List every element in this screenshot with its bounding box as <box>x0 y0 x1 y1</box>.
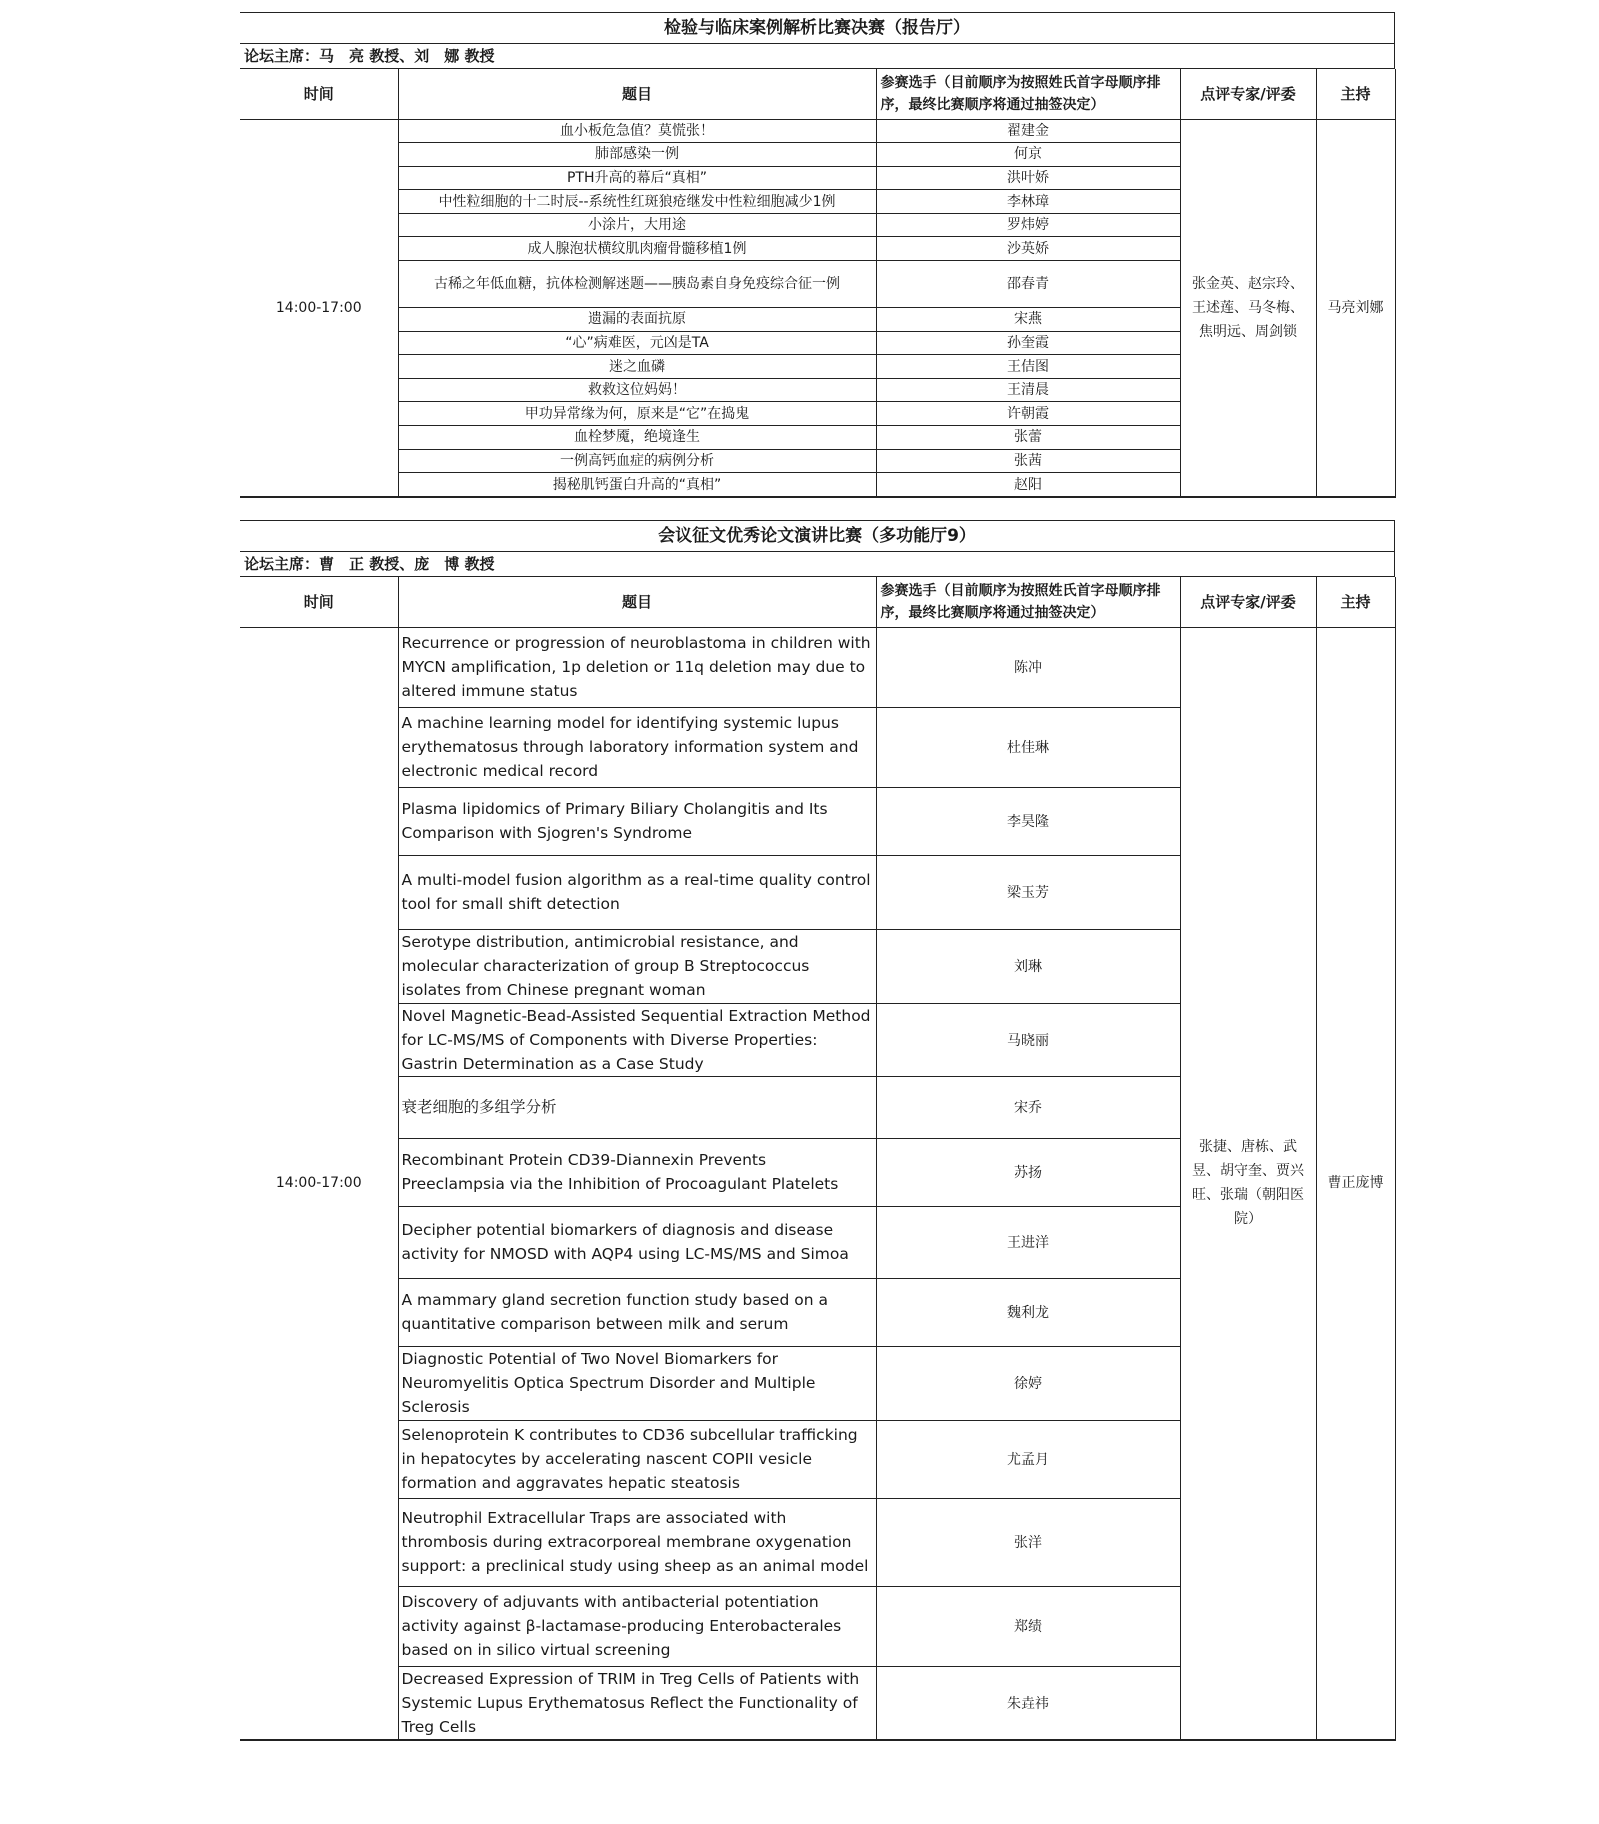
contestant-name: 张蕾 <box>876 426 1180 450</box>
contestant-name: 许朝霞 <box>876 402 1180 426</box>
topic-cell: 肺部感染一例 <box>398 143 876 167</box>
topic-cell: A multi-model fusion algorithm as a real-time quality control tool for small shift detection <box>398 855 876 929</box>
schedule-table <box>240 577 1396 1741</box>
table-header-row <box>240 69 1395 119</box>
contestant-name: 杜佳琳 <box>876 707 1180 787</box>
contestant-name: 马晓丽 <box>876 1003 1180 1076</box>
table-row <box>240 119 1395 143</box>
topic-cell: 血小板危急值？莫慌张！ <box>398 119 876 143</box>
topic-cell: Serotype distribution, antimicrobial resistance, and molecular characterization of group B Streptococcus isolates from Chinese pregnant woman <box>398 929 876 1003</box>
section-title: 会议征文优秀论文演讲比赛（多功能厅9） <box>240 520 1395 551</box>
topic-cell: Plasma lipidomics of Primary Biliary Cholangitis and Its Comparison with Sjogren's Syndrome <box>398 787 876 855</box>
contestant-name: 李昊隆 <box>876 787 1180 855</box>
forum-chair: 论坛主席：马 亮 教授、刘 娜 教授 <box>240 43 1395 69</box>
contestant-name: 赵阳 <box>876 473 1180 497</box>
contestant-name: 沙英娇 <box>876 237 1180 261</box>
header-host: 主持 <box>1316 577 1395 627</box>
topic-cell: 小涂片，大用途 <box>398 213 876 237</box>
forum-chair: 论坛主席：曹 正 教授、庞 博 教授 <box>240 551 1395 577</box>
contestant-name: 王清晨 <box>876 378 1180 402</box>
topic-cell: 遗漏的表面抗原 <box>398 308 876 332</box>
contestant-name: 孙奎霞 <box>876 331 1180 355</box>
header-contestant: 参赛选手（目前顺序为按照姓氏首字母顺序排序，最终比赛顺序将通过抽签决定） <box>876 69 1180 119</box>
header-contestant: 参赛选手（目前顺序为按照姓氏首字母顺序排序，最终比赛顺序将通过抽签决定） <box>876 577 1180 627</box>
contestant-name: 朱垚祎 <box>876 1666 1180 1740</box>
topic-cell: 古稀之年低血糖，抗体检测解迷题——胰岛素自身免疫综合征一例 <box>398 261 876 308</box>
topic-cell: Neutrophil Extracellular Traps are associated with thrombosis during extracorporeal membrane oxygenation support: a preclinical study using sheep as an animal model <box>398 1498 876 1586</box>
header-time: 时间 <box>240 577 398 627</box>
contestant-name: 王进洋 <box>876 1206 1180 1278</box>
header-experts: 点评专家/评委 <box>1180 577 1316 627</box>
header-time: 时间 <box>240 69 398 119</box>
header-topic: 题目 <box>398 69 876 119</box>
topic-cell: PTH升高的幕后“真相” <box>398 166 876 190</box>
section-title: 检验与临床案例解析比赛决赛（报告厅） <box>240 12 1395 43</box>
contestant-name: 宋燕 <box>876 308 1180 332</box>
contestant-name: 陈冲 <box>876 627 1180 707</box>
time-slot: 14:00-17:00 <box>240 627 398 1740</box>
contestant-name: 李林璋 <box>876 190 1180 214</box>
topic-cell: 迷之血磷 <box>398 355 876 379</box>
topic-cell: 成人腺泡状横纹肌肉瘤骨髓移植1例 <box>398 237 876 261</box>
topic-cell: 衰老细胞的多组学分析 <box>398 1076 876 1138</box>
contestant-name: 翟建金 <box>876 119 1180 143</box>
table-row <box>240 627 1395 707</box>
contestant-name: 张茜 <box>876 449 1180 473</box>
contestant-name: 梁玉芳 <box>876 855 1180 929</box>
topic-cell: 救救这位妈妈！ <box>398 378 876 402</box>
review-experts: 张捷、唐栋、武昱、胡守奎、贾兴旺、张瑞（朝阳医院） <box>1180 627 1316 1740</box>
contestant-name: 罗炜婷 <box>876 213 1180 237</box>
contestant-name: 洪叶娇 <box>876 166 1180 190</box>
topic-cell: Recombinant Protein CD39-Diannexin Prevents Preeclampsia via the Inhibition of Procoagulant Platelets <box>398 1138 876 1206</box>
contestant-name: 郑绩 <box>876 1586 1180 1666</box>
review-experts: 张金英、赵宗玲、王述莲、马冬梅、焦明远、周剑锁 <box>1180 119 1316 497</box>
contestant-name: 魏利龙 <box>876 1278 1180 1346</box>
topic-cell: Novel Magnetic-Bead-Assisted Sequential Extraction Method for LC-MS/MS of Components with Diverse Properties: Gastrin Determination as a Case Study <box>398 1003 876 1076</box>
topic-cell: 中性粒细胞的十二时辰--系统性红斑狼疮继发中性粒细胞减少1例 <box>398 190 876 214</box>
contestant-name: 刘琳 <box>876 929 1180 1003</box>
topic-cell: 一例高钙血症的病例分析 <box>398 449 876 473</box>
time-slot: 14:00-17:00 <box>240 119 398 497</box>
topic-cell: Decipher potential biomarkers of diagnosis and disease activity for NMOSD with AQP4 using LC-MS/MS and Simoa <box>398 1206 876 1278</box>
header-host: 主持 <box>1316 69 1395 119</box>
schedule-table <box>240 69 1396 498</box>
host-names: 马亮刘娜 <box>1316 119 1395 497</box>
topic-cell: Selenoprotein K contributes to CD36 subcellular trafficking in hepatocytes by accelerating nascent COPII vesicle formation and aggravates hepatic steatosis <box>398 1420 876 1498</box>
contestant-name: 张洋 <box>876 1498 1180 1586</box>
topic-cell: 血栓梦魇，绝境逢生 <box>398 426 876 450</box>
contestant-name: 尤孟月 <box>876 1420 1180 1498</box>
table-header-row <box>240 577 1395 627</box>
topic-cell: Discovery of adjuvants with antibacterial potentiation activity against β-lactamase-producing Enterobacterales based on in silico virtual screening <box>398 1586 876 1666</box>
header-experts: 点评专家/评委 <box>1180 69 1316 119</box>
topic-cell: A machine learning model for identifying systemic lupus erythematosus through laboratory information system and electronic medical record <box>398 707 876 787</box>
topic-cell: Recurrence or progression of neuroblastoma in children with MYCN amplification, 1p deletion or 11q deletion may due to altered immune status <box>398 627 876 707</box>
contestant-name: 王佶图 <box>876 355 1180 379</box>
topic-cell: 甲功异常缘为何，原来是“它”在捣鬼 <box>398 402 876 426</box>
header-topic: 题目 <box>398 577 876 627</box>
contestant-name: 苏扬 <box>876 1138 1180 1206</box>
host-names: 曹正庞博 <box>1316 627 1395 1740</box>
contestant-name: 宋乔 <box>876 1076 1180 1138</box>
competition-section-paper-speech <box>240 520 1395 1741</box>
topic-cell: “心”病难医，元凶是TA <box>398 331 876 355</box>
topic-cell: Decreased Expression of TRIM in Treg Cells of Patients with Systemic Lupus Erythematosus Reflect the Functionality of Treg Cells <box>398 1666 876 1740</box>
topic-cell: A mammary gland secretion function study based on a quantitative comparison between milk and serum <box>398 1278 876 1346</box>
topic-cell: Diagnostic Potential of Two Novel Biomarkers for Neuromyelitis Optica Spectrum Disorder and Multiple Sclerosis <box>398 1346 876 1420</box>
contestant-name: 邵春青 <box>876 261 1180 308</box>
competition-section-case-analysis <box>240 12 1395 498</box>
contestant-name: 何京 <box>876 143 1180 167</box>
contestant-name: 徐婷 <box>876 1346 1180 1420</box>
topic-cell: 揭秘肌钙蛋白升高的“真相” <box>398 473 876 497</box>
